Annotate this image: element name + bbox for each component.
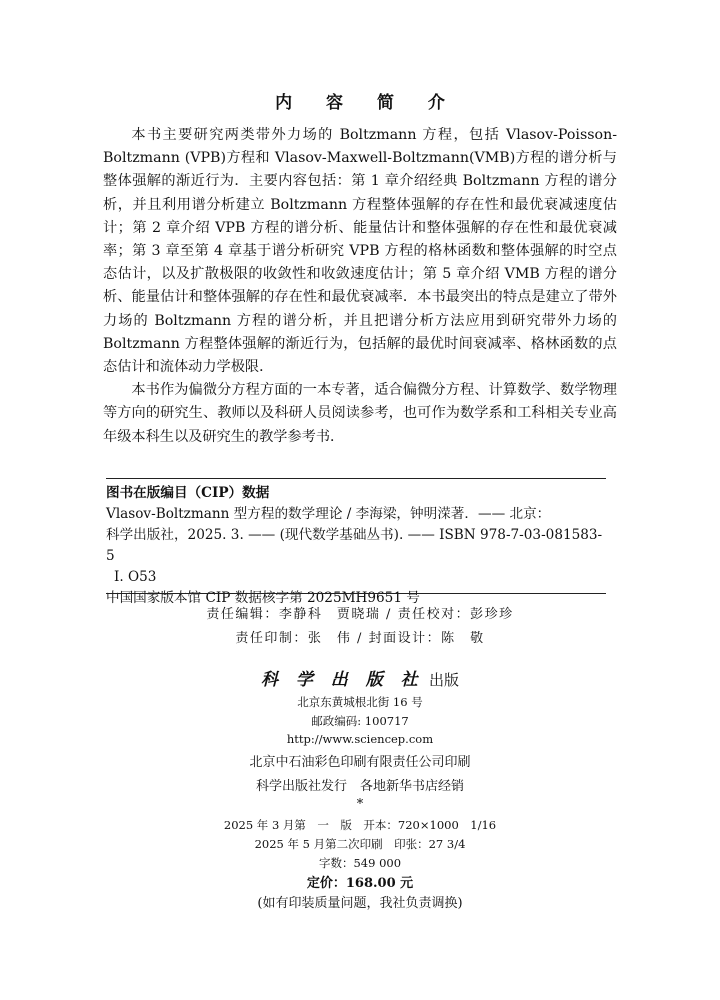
separator-star: * bbox=[356, 797, 364, 812]
price: 定价：168.00 元 bbox=[306, 876, 414, 891]
cip-block bbox=[106, 483, 606, 609]
edition-line-2: 2025 年 5 月第二次印刷 印张：27 3/4 bbox=[254, 837, 466, 851]
cip-heading: 图书在版编目（CIP）数据 bbox=[106, 485, 270, 501]
publisher-website: http://www.sciencep.com bbox=[286, 732, 434, 746]
cip-top-rule bbox=[106, 478, 606, 479]
intro-paragraph-1: 本书主要研究两类带外力场的 Boltzmann 方程，包括 Vlasov-Poisson-Boltzmann (VPB)方程和 Vlasov-Maxwell-Boltzmann(VMB)方程的谱分析与整体强解的渐近行为．主要内容包括：第 1 章介绍经典 Boltzmann 方程的谱分析，并且利用谱分析建立 Boltzmann 方程整体强解的存在性和最优衰减速度估计；第 2 章介绍 VPB 方程的谱分析、能量估计和整体强解的存在性和最优衰减率；第 3 章至第 4 章基于谱分析研究 VPB 方程的格林函数和整体强解的时空点态估计，以及扩散极限的收敛性和收敛速度估计；第 5 章介绍 VMB 方程的谱分析、能量估计和整体强解的存在性和最优衰减率．本书最突出的特点是建立了带外力场的 Boltzmann 方程的谱分析，并且把谱分析方法应用到研究带外力场的 Boltzmann 方程整体强解的渐近行为，包括解的最优时间衰减率、格林函数的点态估计和流体动力学极限． bbox=[103, 127, 617, 376]
cip-line-1: Vlasov-Boltzmann 型方程的数学理论 / 李海梁，钟明溁著．—— 北京： bbox=[106, 506, 551, 522]
cip-classification: Ⅰ. O53 bbox=[114, 569, 157, 585]
publisher-suffix: 出版 bbox=[429, 671, 460, 689]
cip-record: 中国国家版本馆 CIP 数据核字第 2025MH9651 号 bbox=[106, 590, 420, 606]
credits-line-1: 责任编辑：李静科 贾晓瑞 / 责任校对：彭珍珍 bbox=[206, 607, 514, 622]
credits bbox=[0, 603, 720, 651]
cip-bottom-rule bbox=[106, 593, 606, 594]
introduction bbox=[103, 124, 617, 449]
distribution: 科学出版社发行 各地新华书店经销 bbox=[255, 779, 464, 794]
cip-line-2: 科学出版社，2025. 3. —— (现代数学基础丛书). —— ISBN 978-7-03-081583-5 bbox=[106, 527, 603, 564]
publisher-postcode: 邮政编码: 100717 bbox=[311, 714, 409, 728]
publisher-address: 北京东黄城根北街 16 号 bbox=[297, 695, 423, 709]
printer: 北京中石油彩色印刷有限责任公司印刷 bbox=[249, 755, 471, 770]
page-title: 内 容 简 介 bbox=[275, 93, 459, 113]
publisher-logo: 科 学 出 版 社 bbox=[260, 670, 424, 690]
publisher-line bbox=[0, 665, 720, 690]
credits-line-2: 责任印制：张 伟 / 封面设计：陈 敬 bbox=[235, 631, 485, 646]
word-count: 字数：549 000 bbox=[318, 856, 402, 870]
edition-line-1: 2025 年 3 月第 一 版 开本：720×1000 1/16 bbox=[223, 818, 497, 832]
quality-note: (如有印装质量问题，我社负责调换) bbox=[257, 896, 463, 911]
intro-paragraph-2: 本书作为偏微分方程方面的一本专著，适合偏微分方程、计算数学、数学物理等方向的研究生、教师以及科研人员阅读参考，也可作为数学系和工科相关专业高年级本科生以及研究生的教学参考书． bbox=[103, 382, 617, 445]
